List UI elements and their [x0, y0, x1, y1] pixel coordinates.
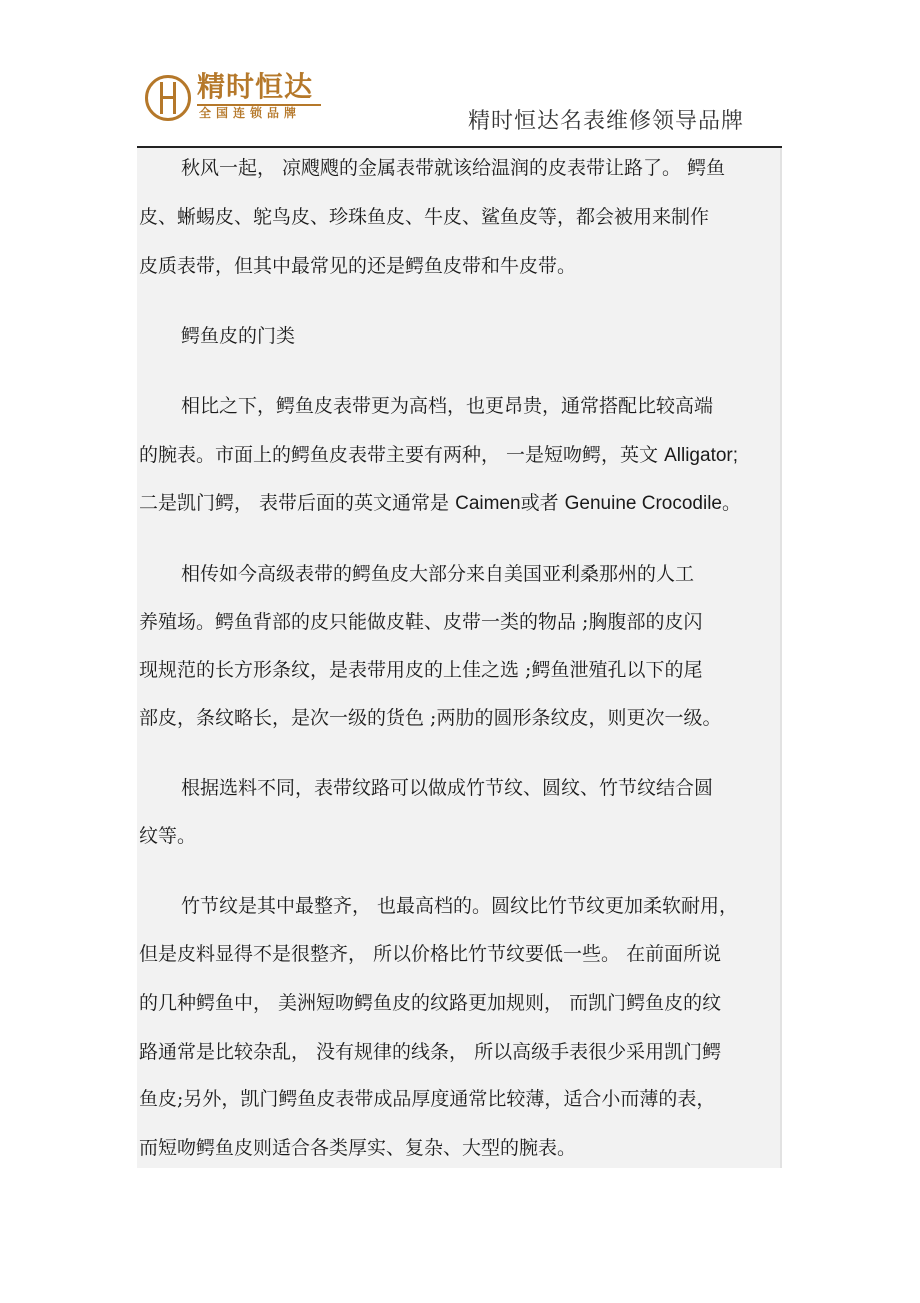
logo-h-emblem-icon — [145, 75, 191, 121]
logo-brand-name: 精时恒达 — [197, 70, 314, 103]
english-term: Caimen — [455, 493, 521, 514]
text-line: 相比之下，鳄鱼皮表带更为高档，也更昂贵，通常搭配比较高端 — [181, 395, 714, 417]
text-line: 根据选料不同，表带纹路可以做成竹节纹、圆纹、竹节纹结合圆 — [181, 777, 714, 799]
text-segment: 。 — [722, 492, 742, 514]
text-line: 但是皮料显得不是很整齐， 所以价格比竹节纹要低一些。 在前面所说 — [139, 943, 722, 965]
text-line: 竹节纹是其中最整齐， 也最高档的。圆纹比竹节纹更加柔软耐用， — [181, 895, 739, 917]
text-line: 部皮，条纹略长，是次一级的货色 ;两肋的圆形条纹皮，则更次一级。 — [139, 707, 722, 729]
text-segment: 或者 — [520, 492, 565, 514]
text-line — [139, 491, 741, 516]
text-line: 而短吻鳄鱼皮则适合各类厚实、复杂、大型的腕表。 — [139, 1137, 577, 1159]
text-line: 皮质表带，但其中最常见的还是鳄鱼皮带和牛皮带。 — [139, 255, 577, 277]
english-term: Alligator; — [664, 445, 739, 466]
section-heading: 鳄鱼皮的门类 — [181, 325, 296, 347]
english-term: Genuine Crocodile — [564, 493, 722, 514]
text-line: 路通常是比较杂乱， 没有规律的线条， 所以高级手表很少采用凯门鳄 — [139, 1041, 722, 1063]
text-line: 鱼皮;另外，凯门鳄鱼皮表带成品厚度通常比较薄，适合小而薄的表， — [139, 1088, 716, 1110]
brand-logo — [145, 70, 325, 123]
header-slogan: 精时恒达名表维修领导品牌 — [468, 109, 745, 134]
text-line: 的几种鳄鱼中， 美洲短吻鳄鱼皮的纹路更加规则， 而凯门鳄鱼皮的纹 — [139, 992, 722, 1014]
text-line: 相传如今高级表带的鳄鱼皮大部分来自美国亚利桑那州的人工 — [181, 563, 695, 585]
text-segment: 的腕表。市面上的鳄鱼皮表带主要有两种， 一是短吻鳄，英文 — [139, 444, 665, 466]
text-line: 纹等。 — [139, 825, 197, 847]
article-body — [137, 148, 782, 1168]
text-line: 养殖场。鳄鱼背部的皮只能做皮鞋、皮带一类的物品 ;胸腹部的皮闪 — [139, 611, 703, 633]
logo-tagline: 全国连锁品牌 — [199, 106, 302, 120]
text-line: 秋风一起， 凉飕飕的金属表带就该给温润的皮表带让路了。 鳄鱼 — [181, 157, 726, 179]
text-line — [139, 443, 738, 468]
text-segment: 二是凯门鳄， 表带后面的英文通常是 — [139, 492, 456, 514]
text-line: 现规范的长方形条纹，是表带用皮的上佳之选 ;鳄鱼泄殖孔以下的尾 — [139, 659, 703, 681]
text-line: 皮、蜥蜴皮、鸵鸟皮、珍珠鱼皮、牛皮、鲨鱼皮等，都会被用来制作 — [139, 206, 710, 228]
